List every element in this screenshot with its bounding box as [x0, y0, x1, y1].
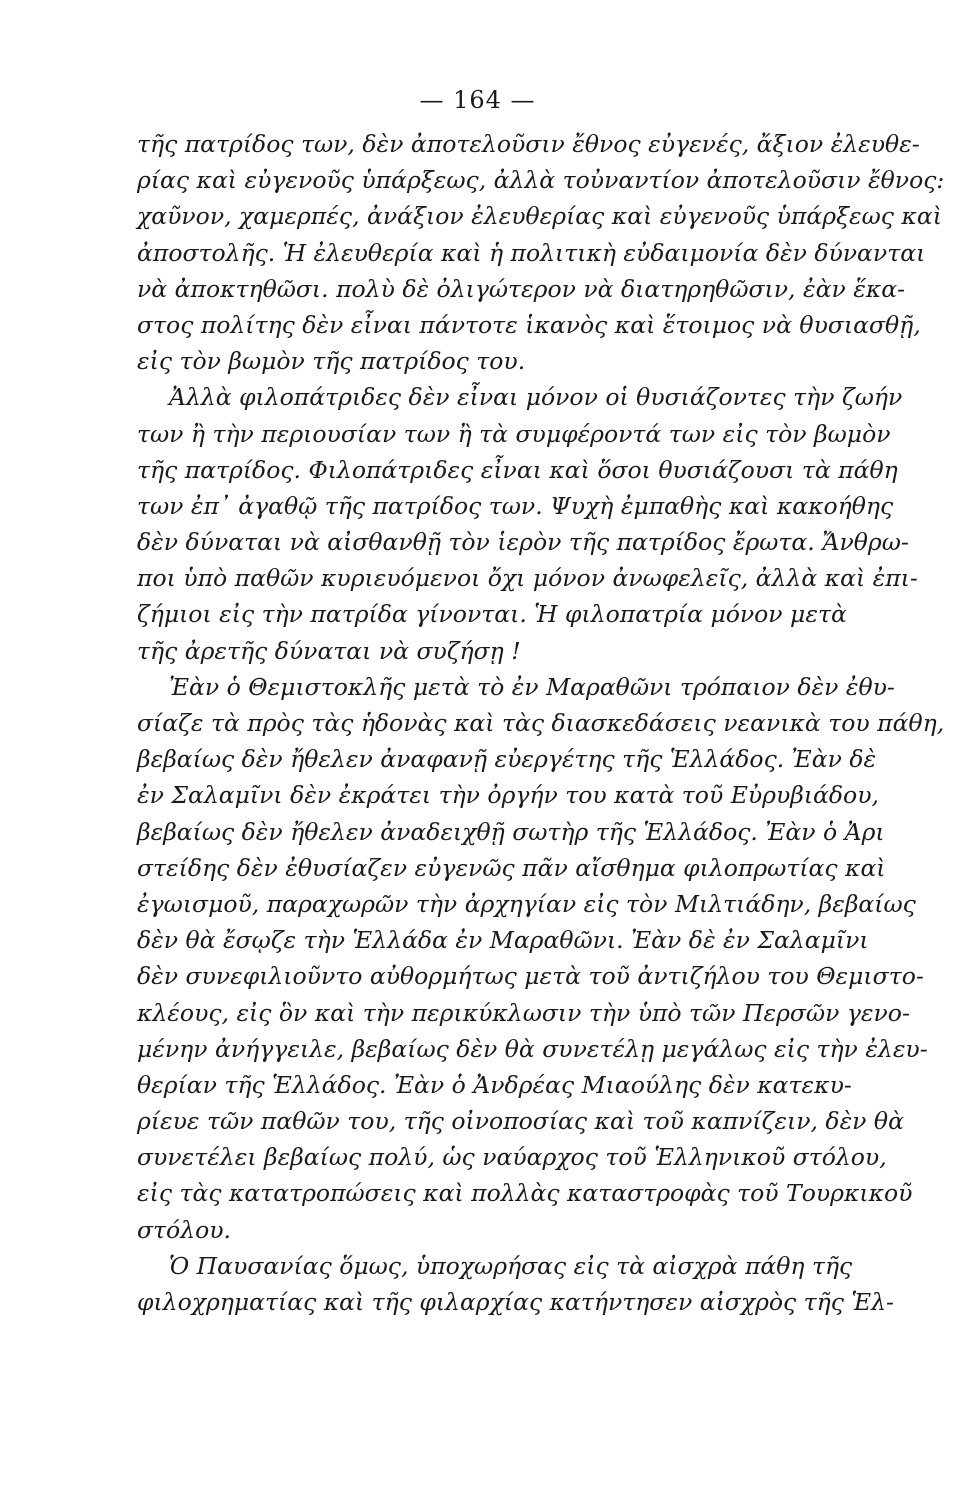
text-line: στόλου. — [137, 1215, 231, 1244]
text-line: χαῦνον, χαμερπές, ἀνάξιον ἐλευθερίας καὶ εὐγενοῦς ὑπάρξεως καὶ — [137, 202, 942, 231]
text-line: εἰς τὰς κατατροπώσεις καὶ πολλὰς καταστροφὰς τοῦ Τουρκικοῦ — [137, 1179, 913, 1208]
text-line: στείδης δὲν ἐθυσίαζεν εὐγενῶς πᾶν αἴσθημα φιλοπρωτίας καὶ — [137, 853, 886, 882]
text-line: σίαζε τὰ πρὸς τὰς ἡδονὰς καὶ τὰς διασκεδάσεις νεανικὰ του πάθη, — [137, 709, 945, 737]
text-line: ἀποστολῆς. Ἡ ἐλευθερία καὶ ἡ πολιτικὴ εὐδαιμονία δὲν δύνανται — [137, 238, 926, 267]
text-line: ἐν Σαλαμῖνι δὲν ἐκράτει τὴν ὀργήν του κατὰ τοῦ Εὐρυβιάδου, — [137, 781, 879, 810]
text-line: ἐγωισμοῦ, παραχωρῶν τὴν ἀρχηγίαν εἰς τὸν Μιλτιάδην, βεβαίως — [137, 889, 916, 918]
paragraph-first-line: Ὁ Παυσανίας ὅμως, ὑποχωρήσας εἰς τὰ αἰσχρὰ πάθη τῆς — [169, 1251, 853, 1280]
paragraph-first-line: Ἐὰν ὁ Θεμιστοκλῆς μετὰ τὸ ἐν Μαραθῶνι τρόπαιον δὲν ἐθυ- — [169, 672, 895, 701]
text-line: φιλοχρηματίας καὶ τῆς φιλαρχίας κατήντησεν αἰσχρὸς τῆς Ἑλ- — [137, 1288, 894, 1316]
text-line: δὲν θὰ ἔσῳζε τὴν Ἑλλάδα ἐν Μαραθῶνι. Ἐὰν δὲ ἐν Σαλαμῖνι — [137, 926, 869, 955]
text-line: μένην ἀνήγγειλε, βεβαίως δὲν θὰ συνετέλῃ μεγάλως εἰς τὴν ἐλευ- — [137, 1034, 928, 1063]
paragraph-first-line: Ἀλλὰ φιλοπάτριδες δὲν εἶναι μόνον οἱ θυσιάζοντες τὴν ζωήν — [169, 383, 903, 412]
text-line: νὰ ἀποκτηθῶσι. πολὺ δὲ ὀλιγώτερον νὰ διατηρηθῶσιν, ἐὰν ἕκα- — [137, 274, 906, 303]
text-line: βεβαίως δὲν ἤθελεν ἀναφανῇ εὐεργέτης τῆς Ἑλλάδος. Ἐὰν δὲ — [137, 745, 877, 774]
text-line: ποι ὑπὸ παθῶν κυριευόμενοι ὄχι μόνον ἀνωφελεῖς, ἀλλὰ καὶ ἐπι- — [137, 564, 918, 593]
text-line: συνετέλει βεβαίως πολύ, ὡς ναύαρχος τοῦ Ἑλληνικοῦ στόλου, — [137, 1143, 887, 1172]
text-line: εἰς τὸν βωμὸν τῆς πατρίδος του. — [137, 347, 526, 376]
text-line: βεβαίως δὲν ἤθελεν ἀναδειχθῇ σωτὴρ τῆς Ἑλλάδος. Ἐὰν ὁ Ἀρι — [137, 817, 885, 846]
text-line: θερίαν τῆς Ἑλλάδος. Ἐὰν ὁ Ἀνδρέας Μιαούλης δὲν κατεκυ- — [137, 1070, 852, 1099]
text-line: ζήμιοι εἰς τὴν πατρίδα γίνονται. Ἡ φιλοπατρία μόνον μετὰ — [137, 600, 847, 629]
text-line: στος πολίτης δὲν εἶναι πάντοτε ἱκανὸς καὶ ἕτοιμος νὰ θυσιασθῇ, — [137, 310, 921, 339]
text-line: κλέους, εἰς ὃν καὶ τὴν περικύκλωσιν τὴν ὑπὸ τῶν Περσῶν γενο- — [137, 998, 910, 1027]
text-line: τῆς πατρίδος. Φιλοπάτριδες εἶναι καὶ ὅσοι θυσιάζουσι τὰ πάθη — [137, 455, 898, 484]
text-line: δὲν δύναται νὰ αἰσθανθῇ τὸν ἱερὸν τῆς πατρίδος ἔρωτα. Ἄνθρω- — [137, 528, 909, 557]
text-line: των ἐπ᾽ ἀγαθῷ τῆς πατρίδος των. Ψυχὴ ἐμπαθὴς καὶ κακοήθης — [137, 491, 894, 520]
text-line: ρίας καὶ εὐγενοῦς ὑπάρξεως, ἀλλὰ τοὐναντίον ἀποτελοῦσιν ἔθνος: — [137, 166, 945, 195]
text-line: τῆς πατρίδος των, δὲν ἀποτελοῦσιν ἔθνος εὐγενές, ἄξιον ἐλευθε- — [137, 130, 920, 158]
text-line: δὲν συνεφιλιοῦντο αὐθορμήτως μετὰ τοῦ ἀντιζήλου του Θεμιστο- — [137, 962, 924, 991]
body-text — [137, 126, 945, 1320]
text-line: των ἢ τὴν περιουσίαν των ἢ τὰ συμφέροντά των εἰς τὸν βωμὸν — [137, 419, 891, 448]
text-line: ρίευε τῶν παθῶν του, τῆς οἰνοποσίας καὶ τοῦ καπνίζειν, δὲν θὰ — [137, 1107, 904, 1136]
page-number: — 164 — — [419, 86, 536, 114]
text-line: τῆς ἀρετῆς δύναται νὰ συζήσῃ ! — [137, 636, 521, 665]
